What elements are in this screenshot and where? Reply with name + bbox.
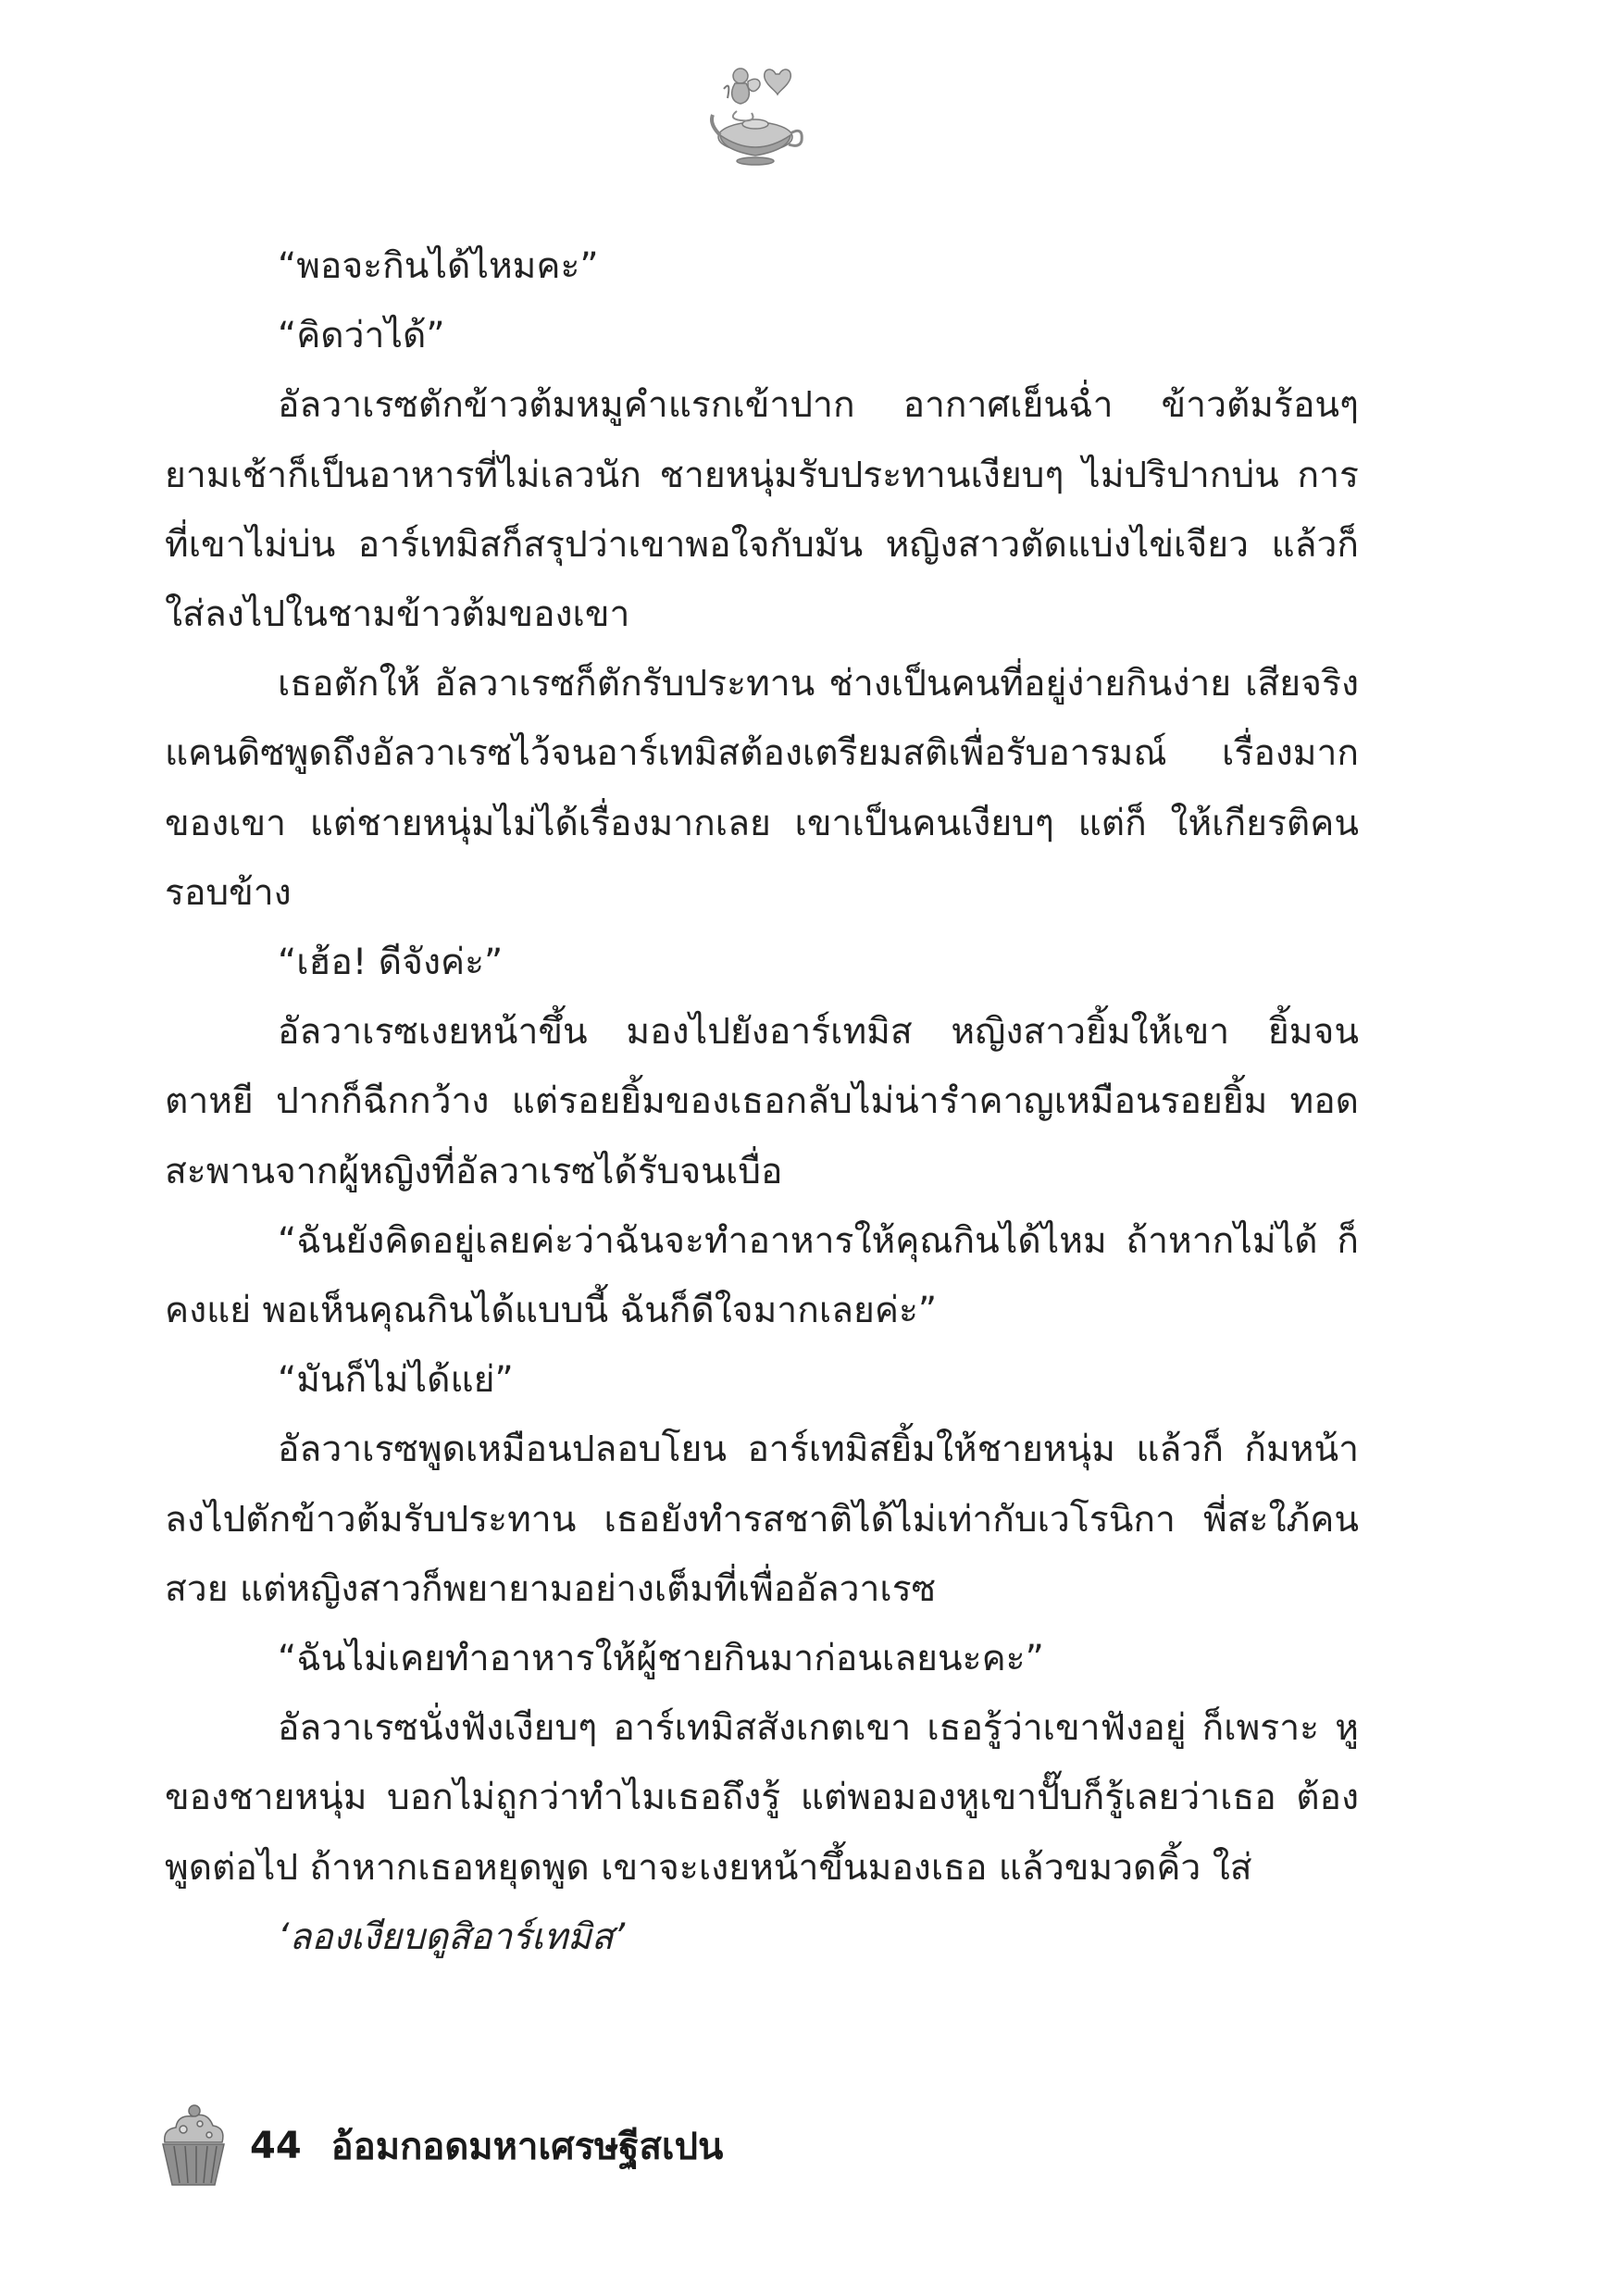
paragraph-4: เธอตักให้ อัลวาเรซก็ตักรับประทาน ช่างเป็นคนที่อยู่ง่ายกินง่าย เสียจริง แคนดิซพูดถึงอัลวาเรซไว้จนอาร์เทมิสต้องเตรียมสติเพื่อรับอารมณ์ เรื่องมากของเขา แต่ชายหนุ่มไม่ได้เรื่องมากเลย เขาเป็นคนเงียบๆ แต่ก็ ให้เกียรติคนรอบข้าง [165,663,1359,914]
paragraph-11: อัลวาเรซนั่งฟังเงียบๆ อาร์เทมิสสังเกตเขา เธอรู้ว่าเขาฟังอยู่ ก็เพราะ หูของชายหนุ่ม บอกไม่ถูกว่าทำไมเธอถึงรู้ แต่พอมองหูเขาปั๊บก็รู้เลยว่าเธอ ต้องพูดต่อไป ถ้าหากเธอหยุดพูด เขาจะเงยหน้าขึ้นมองเธอ แล้วขมวดคิ้ว ใส่ [165,1707,1359,1889]
cupcake-icon [156,2102,231,2190]
cupid-teacup-icon [703,57,807,167]
paragraph-6: อัลวาเรซเงยหน้าขึ้น มองไปยังอาร์เทมิส หญิงสาวยิ้มให้เขา ยิ้มจน ตาหยี ปากก็ฉีกกว้าง แต่รอยยิ้มของเธอกลับไม่น่ารำคาญเหมือนรอยยิ้ม ทอดสะพานจากผู้หญิงที่อัลวาเรซได้รับจนเบื่อ [165,1011,1359,1192]
paragraph-1: “พอจะกินได้ไหมคะ” [278,245,599,287]
paragraph-7: “ฉันยังคิดอยู่เลยค่ะว่าฉันจะทำอาหารให้คุณกินได้ไหม ถ้าหากไม่ได้ ก็คงแย่ พอเห็นคุณกินได้แบบนี้ ฉันก็ดีใจมากเลยค่ะ” [165,1219,1359,1332]
paragraph-8: “มันก็ไม่ได้แย่” [278,1359,514,1402]
book-title: อ้อมกอดมหาเศรษฐีสเปน [330,2126,724,2168]
page-number: 44 [250,2125,302,2167]
paragraph-12: ‘ลองเงียบดูสิอาร์เทมิส’ [278,1915,626,1958]
paragraph-10: “ฉันไม่เคยทำอาหารให้ผู้ชายกินมาก่อนเลยนะคะ” [278,1638,1044,1680]
page-footer [156,2100,723,2192]
paragraph-9: อัลวาเรซพูดเหมือนปลอบโยน อาร์เทมิสยิ้มให้ชายหนุ่ม แล้วก็ ก้มหน้าลงไปตักข้าวต้มรับประทาน เธอยังทำรสชาติได้ไม่เท่ากับเวโรนิกา พี่สะใภ้คนสวย แต่หญิงสาวก็พยายามอย่างเต็มที่เพื่ออัลวาเรซ [165,1429,1359,1610]
paragraph-3: อัลวาเรซตักข้าวต้มหมูคำแรกเข้าปาก อากาศเย็นฉ่ำ ข้าวต้มร้อนๆ ยามเช้าก็เป็นอาหารที่ไม่เลวนัก ชายหนุ่มรับประทานเงียบๆ ไม่ปริปากบ่น การที่เขาไม่บ่น อาร์เทมิสก็สรุปว่าเขาพอใจกับมัน หญิงสาวตัดแบ่งไข่เจียว แล้วก็ใส่ลงไปในชามข้าวต้มของเขา [165,384,1359,636]
body-text [165,231,1359,1972]
paragraph-5: “เฮ้อ! ดีจังค่ะ” [278,942,504,984]
paragraph-2: “คิดว่าได้” [278,315,445,357]
